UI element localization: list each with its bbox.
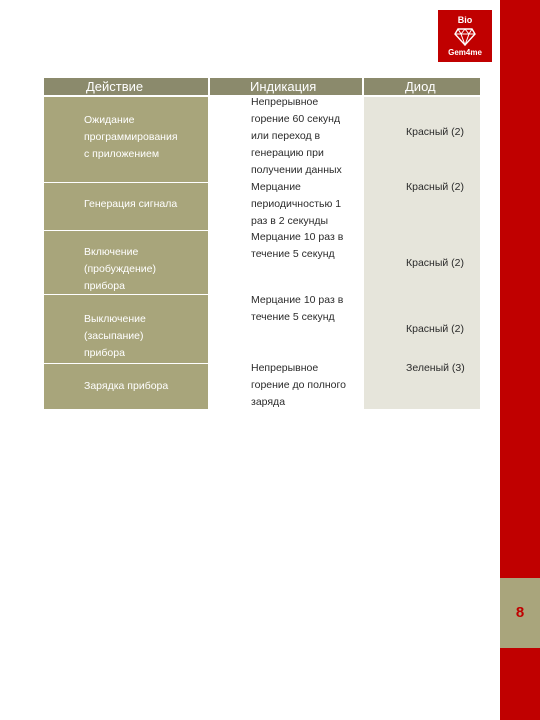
indication-cell-2: Мерцание периодичностью 1 раз в 2 секунды bbox=[251, 181, 342, 227]
brand-logo bbox=[438, 10, 492, 62]
diode-cell-5: Зеленый (3) bbox=[406, 362, 465, 374]
action-cell-3: Включение (пробуждение) прибора bbox=[84, 246, 157, 292]
action-cell-4: Выключение (засыпание) прибора bbox=[84, 313, 146, 359]
header-indication: Индикация bbox=[250, 79, 317, 94]
diode-cell-1: Красный (2) bbox=[406, 126, 465, 138]
header-diode: Диод bbox=[405, 79, 436, 94]
row-divider bbox=[44, 230, 208, 231]
page-number: 8 bbox=[515, 604, 525, 621]
row-divider bbox=[44, 182, 208, 183]
column-separator bbox=[362, 78, 364, 409]
logo-brand-text: Gem4me bbox=[448, 48, 482, 57]
column-separator bbox=[208, 78, 210, 409]
indication-table bbox=[44, 78, 480, 409]
row-divider bbox=[44, 363, 208, 364]
indication-cell-1: Непрерывное горение 60 секунд или переход в генерацию при получении данных bbox=[251, 96, 342, 176]
indication-cell-5: Непрерывное горение до полного заряда bbox=[251, 362, 346, 408]
diamond-icon bbox=[454, 28, 476, 46]
diode-cell-2: Красный (2) bbox=[406, 181, 465, 193]
action-cell-5: Зарядка прибора bbox=[84, 380, 169, 392]
header-action: Действие bbox=[86, 79, 144, 94]
indication-cell-4: Мерцание 10 раз в течение 5 секунд bbox=[251, 294, 344, 323]
diode-cell-3: Красный (2) bbox=[406, 257, 465, 269]
action-cell-2: Генерация сигнала bbox=[84, 198, 178, 210]
page-number-box bbox=[500, 578, 540, 648]
diode-cell-4: Красный (2) bbox=[406, 323, 465, 335]
indication-cell-3: Мерцание 10 раз в течение 5 секунд bbox=[251, 231, 344, 260]
logo-bio-text: Bio bbox=[457, 15, 473, 25]
action-cell-1: Ожидание программирования с приложением bbox=[84, 114, 178, 160]
table-body bbox=[44, 97, 480, 409]
